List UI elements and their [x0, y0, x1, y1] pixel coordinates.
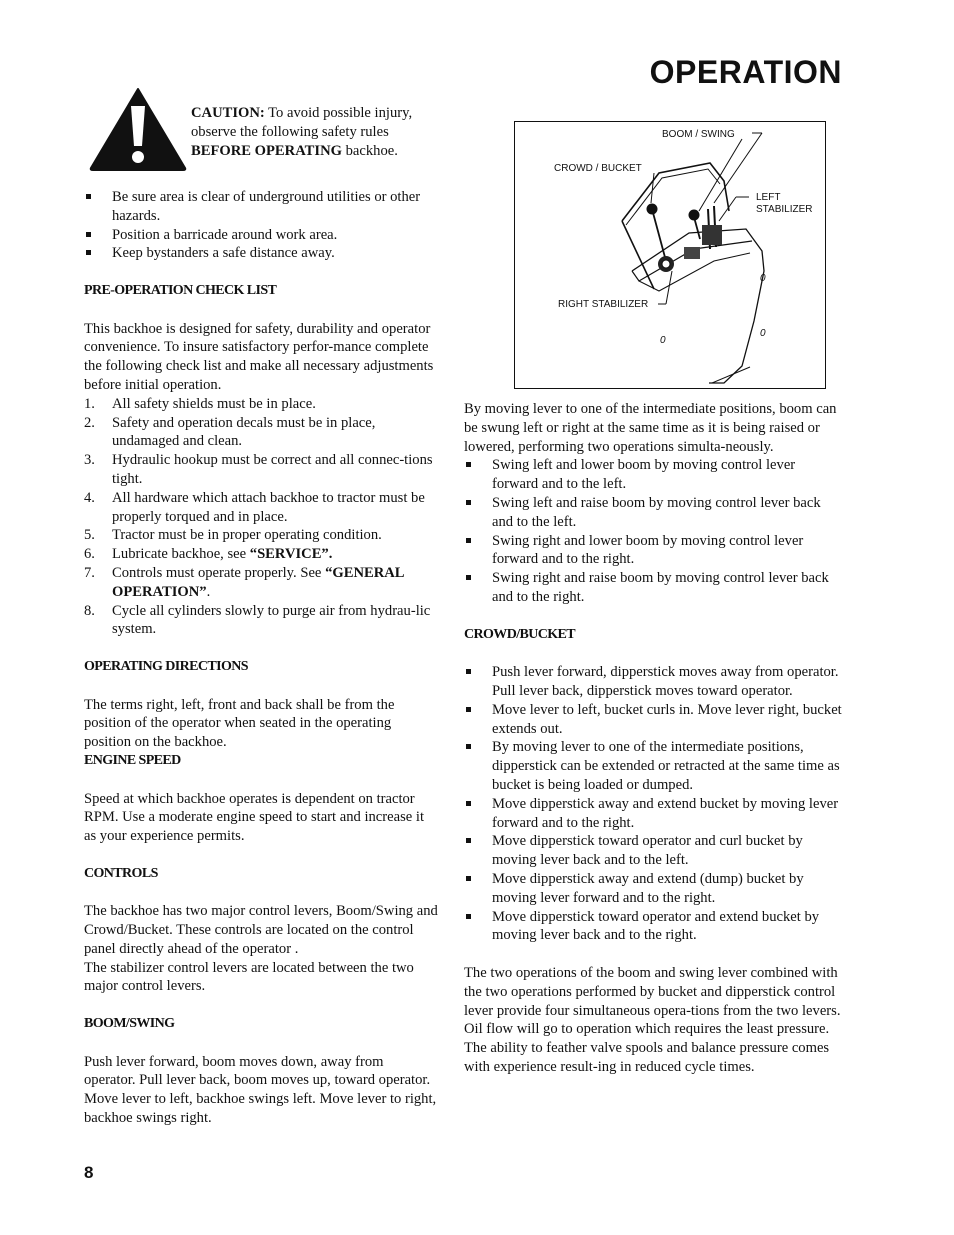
preop-heading: PRE-OPERATION CHECK LIST	[84, 282, 277, 298]
diagram-label-left: LEFT	[756, 192, 781, 203]
controls-text-2: The stabilizer control levers are located between the two major control levers.	[84, 959, 414, 995]
list-item: Move dipperstick away and extend bucket by moving lever forward and to the right.	[464, 795, 842, 833]
caution-block	[84, 104, 438, 174]
list-item: Position a barricade around work area.	[84, 226, 438, 245]
list-item: Swing left and lower boom by moving control lever forward and to the left.	[464, 456, 842, 494]
warning-triangle-icon	[88, 86, 188, 172]
caution-text-1: To avoid possible injury, observe the following safety rules	[191, 105, 413, 140]
list-item: By moving lever to one of the intermediate positions, dipperstick can be extended or retracted at the same time as bucket is being loaded or dumped.	[464, 738, 842, 794]
list-item: Swing right and raise boom by moving control lever back and to the right.	[464, 569, 842, 607]
boom-swing-text-1: Push lever forward, boom moves down, away from operator. Pull lever back, boom moves up, toward operator.	[84, 1053, 431, 1089]
boom-intermediate-text: By moving lever to one of the intermediate positions, boom can be swung left or right at the same time as it is being raised or lowered, performing two operations simulta-neously.	[464, 401, 837, 455]
list-item: Swing right and lower boom by moving control lever forward and to the right.	[464, 532, 842, 570]
safety-list	[84, 188, 438, 263]
list-item: Keep bystanders a safe distance away.	[84, 244, 438, 263]
boom-swing-heading: BOOM/SWING	[84, 1016, 175, 1032]
diagram-bolt: 0	[660, 335, 666, 346]
diagram-label-boom-swing: BOOM / SWING	[662, 129, 735, 140]
boom-combined-list	[464, 456, 842, 606]
list-item: Swing left and raise boom by moving control lever back and to the left.	[464, 494, 842, 532]
list-item: 8. Cycle all cylinders slowly to purge air from hydrau-lic system.	[84, 602, 431, 638]
diagram-label-crowd-bucket: CROWD / BUCKET	[554, 163, 642, 174]
list-item: Move lever to left, bucket curls in. Move lever right, bucket extends out.	[464, 701, 842, 739]
list-item: 5. Tractor must be in proper operating condition.	[84, 527, 382, 544]
diagram-label-right-stabilizer: RIGHT STABILIZER	[558, 299, 649, 310]
right-column	[464, 400, 842, 1077]
engine-text: Speed at which backhoe operates is dependent on tractor RPM. Use a moderate engine speed to start and increase it as your experience permits.	[84, 790, 425, 845]
crowd-bucket-heading: CROWD/BUCKET	[464, 626, 576, 642]
list-item: Move dipperstick toward operator and extend bucket by moving lever back and to the right.	[464, 908, 842, 946]
caution-bold: BEFORE OPERATING	[191, 142, 342, 159]
boom-swing-text-2: Move lever to left, backhoe swings left. Move lever to right, backhoe swings right.	[84, 1091, 437, 1127]
caution-text	[191, 104, 438, 160]
list-item: 6. Lubricate backhoe, see “SERVICE”.	[84, 546, 333, 563]
list-item: Move dipperstick away and extend (dump) bucket by moving lever forward and to the right.	[464, 870, 842, 908]
list-item: 1. All safety shields must be in place.	[84, 395, 316, 412]
list-item: 3. Hydraulic hookup must be correct and all connec-tions tight.	[84, 452, 433, 487]
preop-checklist	[84, 395, 438, 639]
list-item: Be sure area is clear of underground utilities or other hazards.	[84, 188, 438, 226]
list-item: Push lever forward, dipperstick moves away from operator. Pull lever back, dipperstick moves toward operator.	[464, 663, 842, 701]
preop-intro: This backhoe is designed for safety, durability and operator convenience. To insure satisfactory perfor-mance complete the following check list and make all necessary adjustments before initial operation.	[84, 320, 434, 393]
operating-heading: OPERATING DIRECTIONS	[84, 658, 248, 674]
diagram-label-left-stabilizer: STABILIZER	[756, 204, 813, 215]
list-item: 2. Safety and operation decals must be in place, undamaged and clean.	[84, 414, 376, 450]
left-column	[84, 104, 438, 1128]
list-item: 7. Controls must operate properly. See “GENERAL OPERATION”.	[84, 564, 404, 600]
engine-heading: ENGINE SPEED	[84, 752, 181, 768]
list-item: Move dipperstick toward operator and curl bucket by moving lever back and to the left.	[464, 832, 842, 870]
operating-text: The terms right, left, front and back shall be from the position of the operator when seated in the operating position on the backhoe.	[84, 696, 395, 751]
page-number: 8	[84, 1163, 94, 1182]
list-item: 4. All hardware which attach backhoe to tractor must be properly torqued and in place.	[84, 489, 425, 525]
closing-text: The two operations of the boom and swing lever combined with the two operations performed by bucket and dipperstick control lever provide four simultaneous opera-tions from the two levers. Oil flow will go to operation which requires the least pressure. The ability to feather valve spools and balance pressure comes with experience result-ing in reduced cycle times.	[464, 964, 841, 1075]
caution-lead: CAUTION:	[191, 105, 265, 121]
diagram-bolt: 0	[760, 328, 766, 339]
caution-text-2: backhoe.	[341, 142, 398, 159]
control-levers-diagram	[514, 121, 826, 389]
controls-text-1: The backhoe has two major control levers, Boom/Swing and Crowd/Bucket. These controls are located on the control panel directly ahead of the operator .	[84, 903, 438, 957]
crowd-bucket-list	[464, 663, 842, 945]
controls-heading: CONTROLS	[84, 865, 158, 881]
diagram-bolt: 0	[760, 273, 766, 284]
page-title: OPERATION	[649, 54, 842, 90]
